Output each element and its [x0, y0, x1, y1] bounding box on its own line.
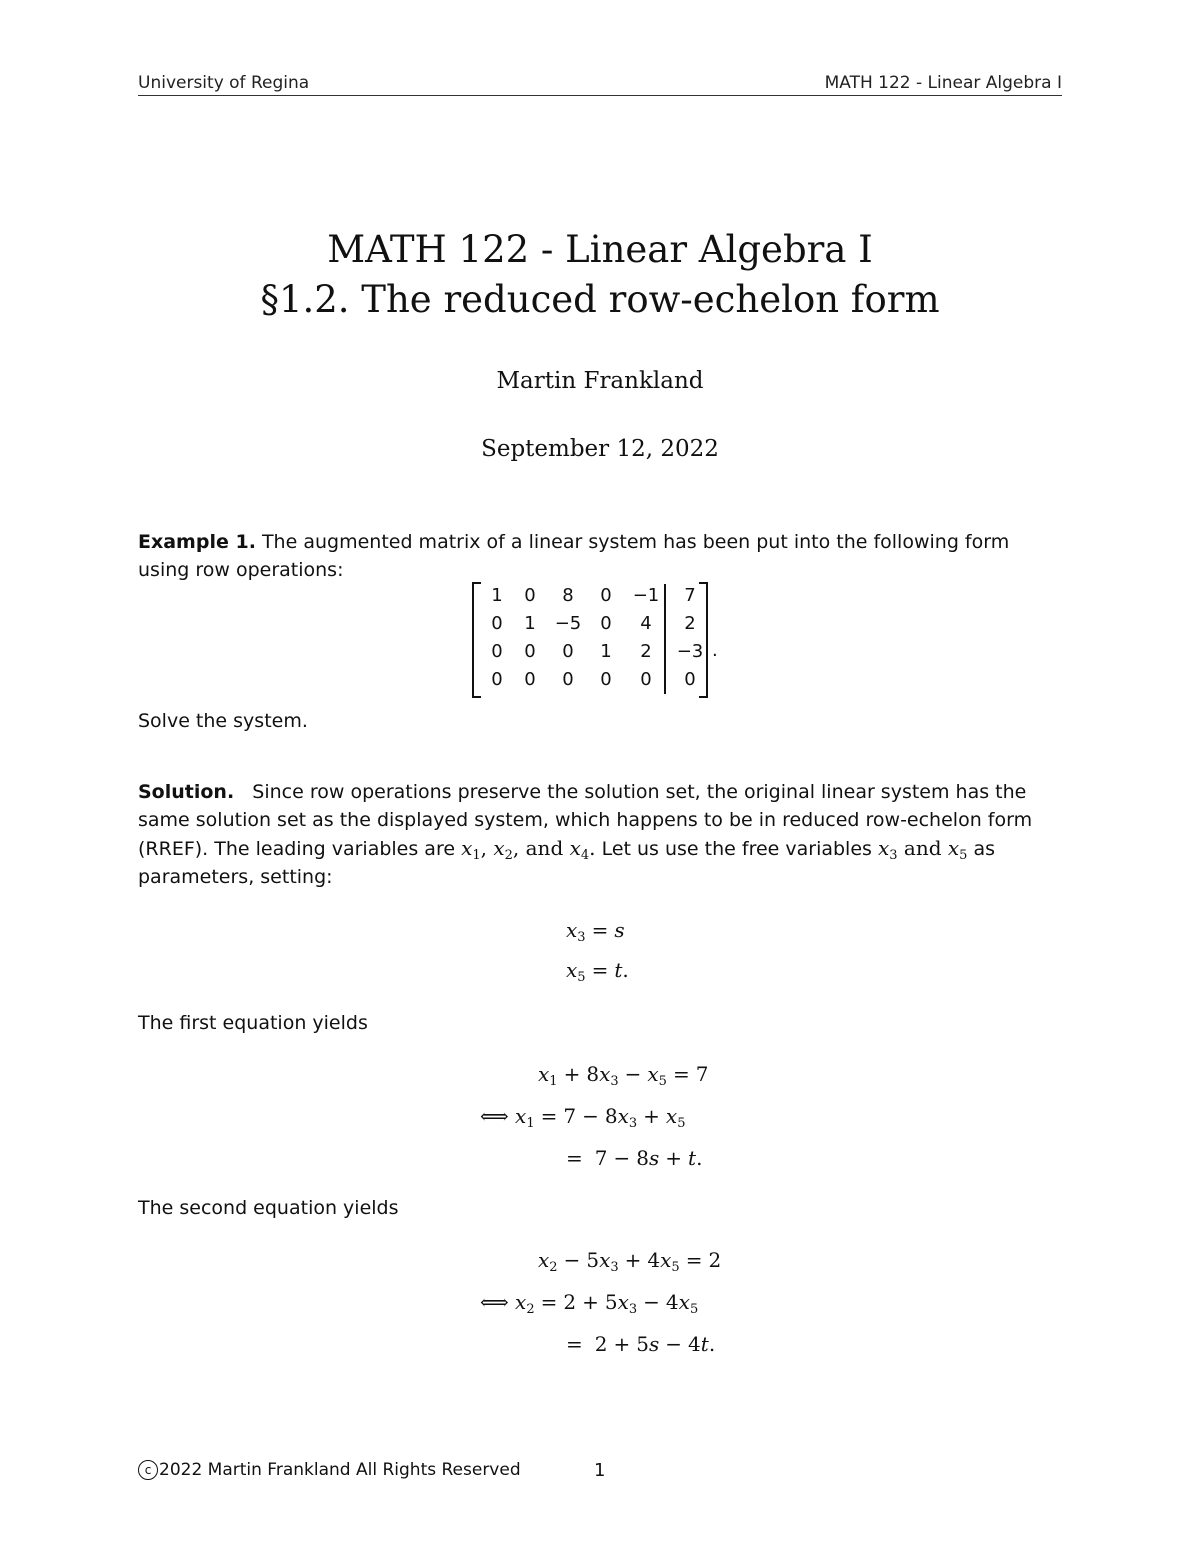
- example-label: Example 1.: [138, 531, 256, 553]
- copyright-text: 2022 Martin Frankland All Rights Reserved: [159, 1460, 521, 1480]
- author: Martin Frankland: [496, 368, 704, 394]
- matrix-right-bracket: [699, 582, 708, 698]
- matrix-cell: −3: [676, 641, 704, 662]
- copyright-icon: c: [138, 1460, 158, 1480]
- matrix-grid: [482, 582, 712, 694]
- header-right: MATH 122 - Linear Algebra I: [824, 73, 1062, 93]
- example-text: The augmented matrix of a linear system has been put into the following form using row operations:: [138, 531, 1010, 581]
- example-paragraph: [138, 528, 1062, 584]
- matrix-cell: 8: [562, 585, 574, 606]
- matrix-left-bracket: [472, 582, 481, 698]
- augmented-matrix: [472, 580, 722, 698]
- first-eq-line1: $x_1 + 8x_3 - x_5 = 7$: [538, 1062, 709, 1089]
- matrix-cell: 4: [640, 613, 652, 634]
- matrix-cell: 0: [600, 585, 612, 606]
- example-prompt: Solve the system.: [138, 710, 308, 732]
- second-eq-line1: $x_2 - 5x_3 + 4x_5 = 2$: [538, 1248, 722, 1275]
- first-eq-line3: = 7 − 8s + t.: [566, 1146, 703, 1170]
- solution-text-a: Since row operations preserve the solution set, the original linear system has the same solution set as the displayed system, which happens to be in reduced row-echelon form (RREF). The leading variables are: [138, 781, 1033, 860]
- free-variables: $x_3$ and $x_5$: [877, 836, 968, 863]
- augmentation-bar: [664, 584, 666, 694]
- matrix-cell: 0: [491, 669, 503, 690]
- matrix-cell: 2: [640, 641, 652, 662]
- matrix-cell: 0: [640, 669, 652, 690]
- matrix-cell: 0: [684, 669, 696, 690]
- copyright-footer: [138, 1460, 521, 1480]
- matrix-cell: 0: [600, 669, 612, 690]
- solution-label: Solution.: [138, 781, 235, 803]
- matrix-cell: 0: [562, 669, 574, 690]
- document-subtitle: §1.2. The reduced row-echelon form: [260, 278, 940, 321]
- matrix-cell: 1: [491, 585, 503, 606]
- date: September 12, 2022: [481, 436, 719, 462]
- matrix-cell: 7: [684, 585, 696, 606]
- page-number: 1: [594, 1460, 606, 1481]
- matrix-cell: 0: [562, 641, 574, 662]
- matrix-cell: 1: [600, 641, 612, 662]
- matrix-cell: 0: [600, 613, 612, 634]
- second-equation-intro: The second equation yields: [138, 1197, 399, 1219]
- matrix-end-period: .: [712, 640, 718, 661]
- header-rule: [138, 95, 1062, 96]
- header-left: University of Regina: [138, 73, 310, 93]
- document-title: MATH 122 - Linear Algebra I: [327, 228, 873, 271]
- param-eq-s: $x_3 = s$: [566, 918, 625, 945]
- leading-variables: $x_1$, $x_2$, and $x_4$.: [461, 836, 596, 863]
- matrix-cell: −5: [554, 613, 582, 634]
- matrix-cell: 0: [524, 669, 536, 690]
- matrix-cell: −1: [632, 585, 660, 606]
- solution-text-c: as parameters, setting:: [138, 838, 996, 888]
- param-eq-t: $x_5 = t$.: [566, 958, 629, 985]
- matrix-cell: 1: [524, 613, 536, 634]
- second-eq-line2: ⟺ $x_2 = 2 + 5x_3 - 4x_5$: [480, 1290, 699, 1317]
- second-eq-line3: = 2 + 5s − 4t.: [566, 1332, 716, 1356]
- matrix-cell: 0: [524, 641, 536, 662]
- matrix-cell: 0: [491, 613, 503, 634]
- first-equation-intro: The first equation yields: [138, 1012, 368, 1034]
- matrix-cell: 2: [684, 613, 696, 634]
- matrix-cell: 0: [491, 641, 503, 662]
- solution-paragraph: [138, 778, 1062, 891]
- solution-text-b: Let us use the free variables: [601, 838, 872, 860]
- first-eq-line2: ⟺ $x_1 = 7 - 8x_3 + x_5$: [480, 1104, 686, 1131]
- matrix-cell: 0: [524, 585, 536, 606]
